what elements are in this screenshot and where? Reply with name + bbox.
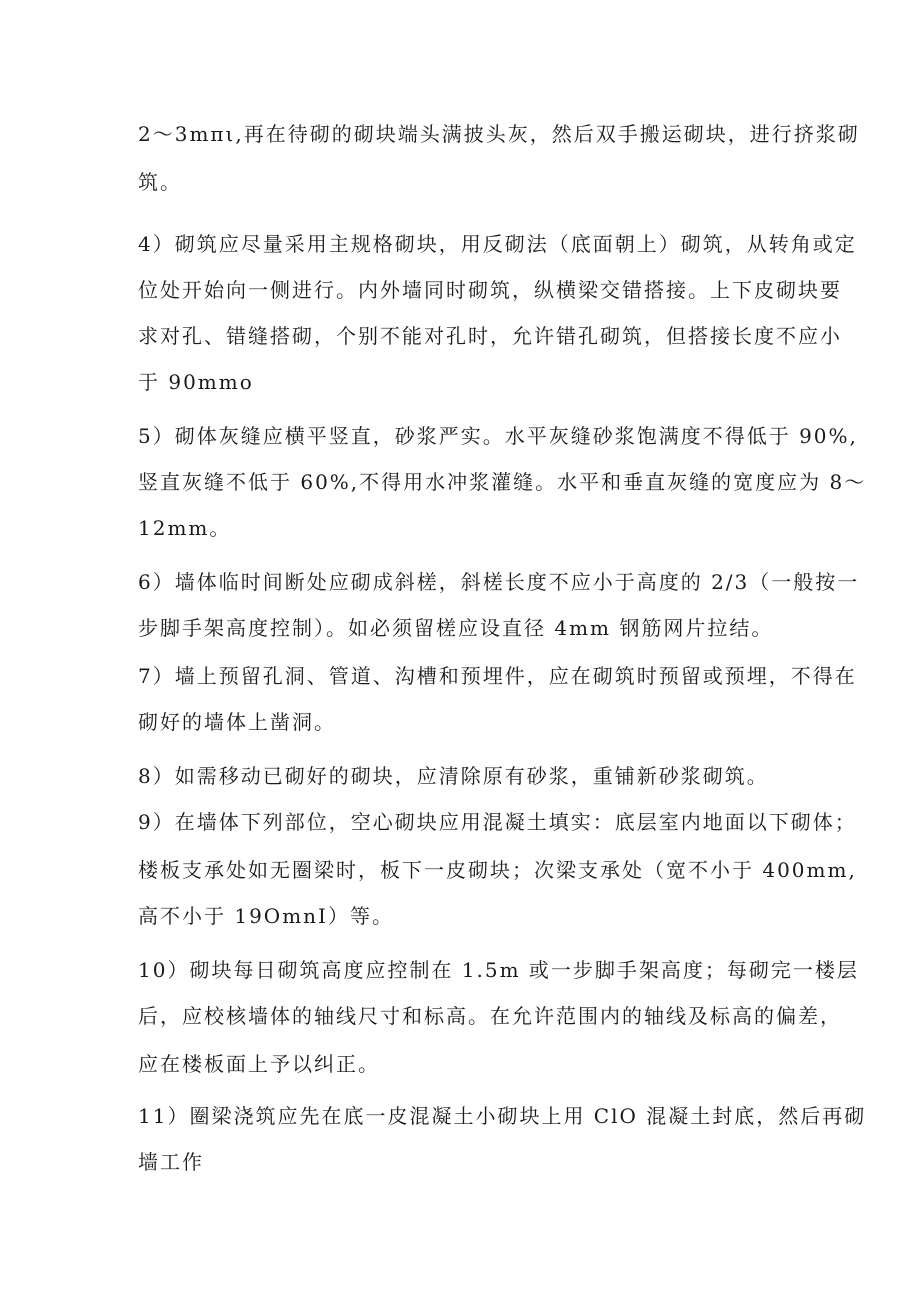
text-line-21: 11）圈梁浇筑应先在底一皮混凝土小砌块上用 ClO 混凝土封底，然后再砌 — [138, 1104, 867, 1128]
text-line-11: 步脚手架高度控制）。如必须留槎应设直径 4mm 钢筋网片拉结。 — [138, 616, 774, 640]
text-line-4: 位处开始向一侧进行。内外墙同时砌筑，纵横梁交错搭接。上下皮砌块要 — [138, 278, 842, 302]
text-line-9: 12mm。 — [138, 516, 232, 540]
text-line-20: 应在楼板面上予以纠正。 — [138, 1052, 380, 1076]
text-line-22: 墙工作 — [138, 1150, 204, 1174]
text-line-15: 9）在墙体下列部位，空心砌块应用混凝土填实：底层室内地面以下砌体； — [138, 810, 857, 834]
text-line-17: 高不小于 19OmnI）等。 — [138, 904, 394, 928]
text-line-7: 5）砌体灰缝应横平竖直，砂浆严实。水平灰缝砂浆饱满度不得低于 90%, — [138, 424, 858, 448]
text-line-8: 竖直灰缝不低于 60%,不得用水冲浆灌缝。水平和垂直灰缝的宽度应为 8～ — [138, 470, 867, 494]
text-line-6: 于 90mmo — [138, 370, 254, 394]
text-line-5: 求对孔、错缝搭砌，个别不能对孔时，允许错孔砌筑，但搭接长度不应小 — [138, 324, 842, 348]
text-line-10: 6）墙体临时间断处应砌成斜槎，斜槎长度不应小于高度的 2/3（一般按一 — [138, 570, 860, 594]
text-line-19: 后，应校核墙体的轴线尺寸和标高。在允许范围内的轴线及标高的偏差， — [138, 1004, 842, 1028]
text-line-13: 砌好的墙体上凿洞。 — [138, 710, 336, 734]
text-line-12: 7）墙上预留孔洞、管道、沟槽和预埋件，应在砌筑时预留或预埋，不得在 — [138, 664, 857, 688]
text-line-2: 筑。 — [138, 170, 182, 194]
text-line-1: 2～3mπι,再在待砌的砌块端头满披头灰，然后双手搬运砌块，进行挤浆砌 — [138, 122, 860, 146]
text-line-3: 4）砌筑应尽量采用主规格砌块，用反砌法（底面朝上）砌筑，从转角或定 — [138, 232, 857, 256]
text-line-16: 楼板支承处如无圈梁时，板下一皮砌块；次梁支承处（宽不小于 400mm, — [138, 858, 857, 882]
text-line-18: 10）砌块每日砌筑高度应控制在 1.5m 或一步脚手架高度；每砌完一楼层 — [138, 958, 859, 982]
text-line-14: 8）如需移动已砌好的砌块，应清除原有砂浆，重铺新砂浆砌筑。 — [138, 764, 769, 788]
